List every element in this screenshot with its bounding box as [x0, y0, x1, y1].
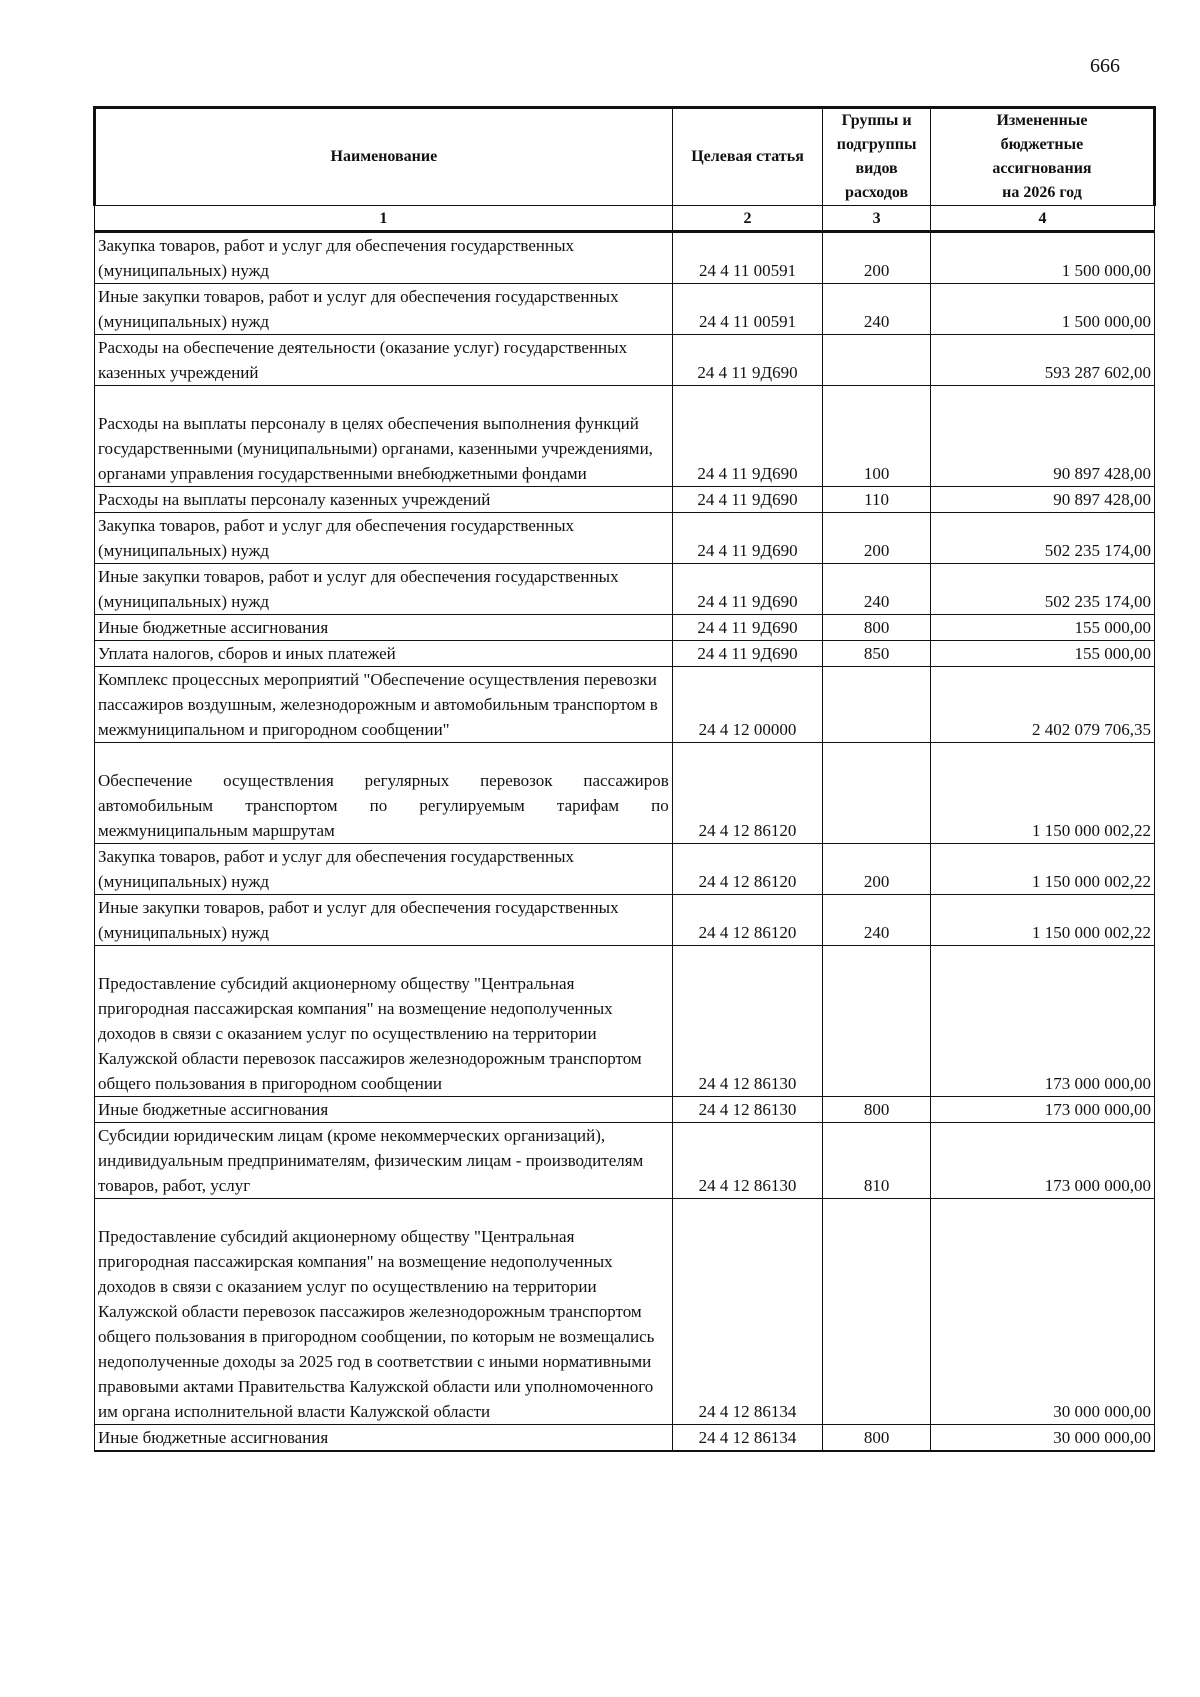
column-number: 2 [672, 206, 822, 232]
row-target-article: 24 4 12 86120 [672, 895, 822, 946]
table-row [95, 513, 1155, 564]
row-amount: 502 235 174,00 [930, 513, 1154, 564]
table-row [95, 641, 1155, 667]
row-name: Уплата налогов, сборов и иных платежей [95, 641, 673, 667]
row-amount: 1 150 000 002,22 [930, 743, 1154, 844]
row-amount: 155 000,00 [930, 615, 1154, 641]
row-target-article: 24 4 12 86134 [672, 1199, 822, 1425]
row-amount: 30 000 000,00 [930, 1199, 1154, 1425]
row-name: Иные закупки товаров, работ и услуг для обеспечения государственных (муниципальных) нужд [95, 895, 673, 946]
row-target-article: 24 4 11 9Д690 [672, 513, 822, 564]
header-allocations-line: на 2026 год [1002, 184, 1082, 201]
row-amount: 1 150 000 002,22 [930, 844, 1154, 895]
header-allocations-line: Измененные [996, 112, 1088, 129]
row-name: Расходы на обеспечение деятельности (оказание услуг) государственных казенных учреждений [95, 335, 673, 386]
table-row [95, 743, 1155, 844]
row-expense-group [823, 667, 931, 743]
table-row [95, 284, 1155, 335]
table-row [95, 335, 1155, 386]
header-row [95, 108, 1155, 206]
table-row [95, 895, 1155, 946]
row-expense-group: 810 [823, 1123, 931, 1199]
row-target-article: 24 4 12 86130 [672, 1097, 822, 1123]
row-expense-group [823, 1199, 931, 1425]
row-target-article: 24 4 11 00591 [672, 232, 822, 284]
table-row [95, 487, 1155, 513]
page-number: 666 [1090, 55, 1120, 77]
header-target-article: Целевая статья [672, 108, 822, 206]
row-amount: 173 000 000,00 [930, 1123, 1154, 1199]
table-row [95, 1425, 1155, 1452]
row-amount: 30 000 000,00 [930, 1425, 1154, 1452]
row-amount: 502 235 174,00 [930, 564, 1154, 615]
row-expense-group [823, 335, 931, 386]
row-name: Закупка товаров, работ и услуг для обеспечения государственных (муниципальных) нужд [95, 232, 673, 284]
row-amount: 90 897 428,00 [930, 386, 1154, 487]
row-expense-group: 800 [823, 615, 931, 641]
table-row [95, 564, 1155, 615]
row-amount: 1 500 000,00 [930, 284, 1154, 335]
row-target-article: 24 4 12 00000 [672, 667, 822, 743]
row-name: Иные бюджетные ассигнования [95, 1097, 673, 1123]
row-target-article: 24 4 12 86134 [672, 1425, 822, 1452]
header-expense-groups-line: Группы и [841, 112, 912, 129]
row-amount: 173 000 000,00 [930, 946, 1154, 1097]
budget-table [93, 106, 1156, 1452]
row-name: Комплекс процессных мероприятий "Обеспечение осуществления перевозки пассажиров воздушным, железнодорожным и автомобильным транспортом в межмуниципальном и пригородном сообщении" [95, 667, 673, 743]
row-target-article: 24 4 11 00591 [672, 284, 822, 335]
row-name: Иные закупки товаров, работ и услуг для обеспечения государственных (муниципальных) нужд [95, 564, 673, 615]
row-name: Субсидии юридическим лицам (кроме некоммерческих организаций), индивидуальным предпринимателям, физическим лицам - производителям товаров, работ, услуг [95, 1123, 673, 1199]
row-name: Иные закупки товаров, работ и услуг для обеспечения государственных (муниципальных) нужд [95, 284, 673, 335]
row-expense-group: 110 [823, 487, 931, 513]
table-row [95, 946, 1155, 1097]
column-number-row [95, 206, 1155, 232]
table-body [95, 232, 1155, 1452]
row-amount: 90 897 428,00 [930, 487, 1154, 513]
row-amount: 2 402 079 706,35 [930, 667, 1154, 743]
header-expense-groups-line: видов [855, 160, 898, 177]
row-name: Расходы на выплаты персоналу в целях обеспечения выполнения функций государственными (муниципальными) органами, казенными учреждениями, органами управления государственными внебюджетными фондами [98, 414, 653, 483]
row-name: Иные бюджетные ассигнования [95, 615, 673, 641]
row-expense-group: 200 [823, 232, 931, 284]
row-name-cell [95, 1199, 673, 1425]
row-target-article: 24 4 11 9Д690 [672, 335, 822, 386]
row-name: Закупка товаров, работ и услуг для обеспечения государственных (муниципальных) нужд [95, 844, 673, 895]
row-expense-group: 240 [823, 564, 931, 615]
row-expense-group [823, 946, 931, 1097]
header-expense-groups-line: подгруппы [836, 136, 917, 153]
row-name: Обеспечение осуществления регулярных перевозок пассажиров автомобильным транспортом по регулируемым тарифам по межмуниципальным маршрутам [98, 771, 669, 840]
row-expense-group [823, 743, 931, 844]
header-allocations-line: ассигнования [992, 160, 1092, 177]
row-target-article: 24 4 12 86130 [672, 946, 822, 1097]
row-name: Предоставление субсидий акционерному обществу "Центральная пригородная пассажирская компания" на возмещение недополученных доходов в связи с оказанием услуг по осуществлению на территории Калужской области перевозок пассажиров железнодорожным транспортом общего пользования в пригородном сообщении, по которым не возмещались недополученные доходы за 2025 год в соответствии с иными нормативными правовыми актами Правительства Калужской области или уполномоченного им органа исполнительной власти Калужской области [98, 1227, 655, 1421]
row-expense-group: 200 [823, 844, 931, 895]
row-name: Иные бюджетные ассигнования [95, 1425, 673, 1452]
header-expense-groups [823, 108, 931, 206]
row-target-article: 24 4 11 9Д690 [672, 386, 822, 487]
row-target-article: 24 4 11 9Д690 [672, 564, 822, 615]
row-expense-group: 240 [823, 895, 931, 946]
row-target-article: 24 4 12 86120 [672, 844, 822, 895]
row-target-article: 24 4 12 86130 [672, 1123, 822, 1199]
table-row [95, 844, 1155, 895]
table-row [95, 615, 1155, 641]
row-name-cell [95, 386, 673, 487]
header-allocations-line: бюджетные [1000, 136, 1084, 153]
column-number: 3 [823, 206, 931, 232]
table-row [95, 1199, 1155, 1425]
row-amount: 593 287 602,00 [930, 335, 1154, 386]
row-expense-group: 240 [823, 284, 931, 335]
row-name: Закупка товаров, работ и услуг для обеспечения государственных (муниципальных) нужд [95, 513, 673, 564]
row-name-cell [95, 743, 673, 844]
row-target-article: 24 4 11 9Д690 [672, 615, 822, 641]
row-amount: 1 500 000,00 [930, 232, 1154, 284]
row-amount: 155 000,00 [930, 641, 1154, 667]
row-expense-group: 800 [823, 1097, 931, 1123]
table-header [95, 108, 1155, 232]
row-expense-group: 200 [823, 513, 931, 564]
row-amount: 1 150 000 002,22 [930, 895, 1154, 946]
header-allocations [930, 108, 1154, 206]
column-number: 4 [930, 206, 1154, 232]
header-name: Наименование [95, 108, 673, 206]
row-target-article: 24 4 12 86120 [672, 743, 822, 844]
table-row [95, 386, 1155, 487]
row-amount: 173 000 000,00 [930, 1097, 1154, 1123]
header-expense-groups-line: расходов [845, 184, 909, 201]
row-name: Предоставление субсидий акционерному обществу "Центральная пригородная пассажирская компания" на возмещение недополученных доходов в связи с оказанием услуг по осуществлению на территории Калужской области перевозок пассажиров железнодорожным транспортом общего пользования в пригородном сообщении [98, 974, 642, 1093]
table-row [95, 667, 1155, 743]
row-name-cell [95, 946, 673, 1097]
table-row [95, 232, 1155, 284]
column-number: 1 [95, 206, 673, 232]
row-expense-group: 800 [823, 1425, 931, 1452]
row-expense-group: 100 [823, 386, 931, 487]
table-row [95, 1097, 1155, 1123]
table-row [95, 1123, 1155, 1199]
row-expense-group: 850 [823, 641, 931, 667]
row-name: Расходы на выплаты персоналу казенных учреждений [95, 487, 673, 513]
row-target-article: 24 4 11 9Д690 [672, 641, 822, 667]
row-target-article: 24 4 11 9Д690 [672, 487, 822, 513]
